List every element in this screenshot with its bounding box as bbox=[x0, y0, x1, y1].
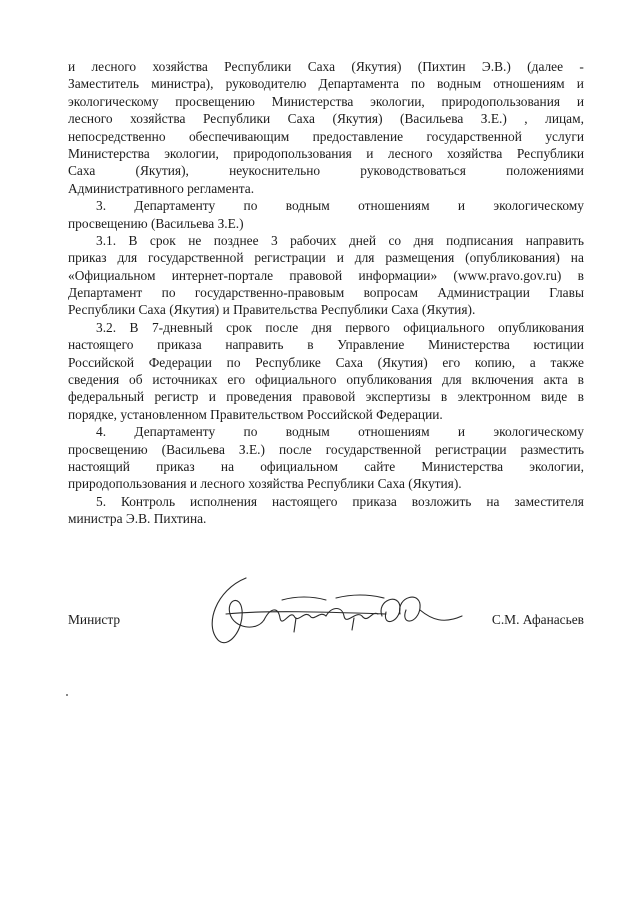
paragraph-line: природопользования и лесного хозяйства Республики Саха (Якутия). bbox=[68, 476, 462, 492]
paragraph-line: настоящий приказ на официальном сайте Министерства экологии, bbox=[68, 458, 584, 474]
paragraph-line: федеральный регистр и проведения правовой экспертизы в электронном виде в bbox=[68, 389, 584, 405]
paragraph-line: непосредственно обеспечивающим предоставление государственной услуги bbox=[68, 128, 584, 144]
paragraph-line: 5. Контроль исполнения настоящего приказа возложить на заместителя bbox=[96, 493, 584, 509]
paragraph bbox=[68, 232, 584, 319]
paragraph-line: просвещению (Васильева З.Е.) bbox=[68, 215, 244, 231]
signature-block bbox=[68, 608, 584, 638]
paragraph-line: Департамент по государственно-правовым вопросам Администрации Главы bbox=[68, 285, 584, 301]
paragraph-line: 3. Департаменту по водным отношениям и экологическому bbox=[96, 198, 584, 214]
paragraph-line: настоящего приказа направить в Управление Министерства юстиции bbox=[68, 337, 584, 353]
paragraph bbox=[68, 197, 584, 232]
paragraph bbox=[68, 319, 584, 423]
handwritten-signature-icon bbox=[186, 570, 476, 660]
paragraph-line: Российской Федерации по Республике Саха (Якутия) его копию, а также bbox=[68, 354, 584, 370]
paragraph-line: и лесного хозяйства Республики Саха (Якутия) (Пихтин Э.В.) (далее - bbox=[68, 59, 584, 74]
paragraph-line: Саха (Якутия), неукоснительно руководствоваться положениями bbox=[68, 163, 584, 179]
paragraph-line: экологическому просвещению Министерства экологии, природопользования и bbox=[68, 93, 584, 109]
paragraph-line: Административного регламента. bbox=[68, 180, 255, 196]
paragraph-line: «Официальном интернет-портале правовой информации» (www.pravo.gov.ru) в bbox=[68, 267, 584, 283]
paragraph-line: порядке, установленном Правительством Российской Федерации. bbox=[68, 406, 443, 422]
signatory-title: Министр bbox=[68, 612, 121, 627]
paragraph bbox=[68, 423, 584, 493]
scan-artifact-dot bbox=[66, 694, 68, 696]
paragraph bbox=[68, 58, 584, 197]
paragraph-line: приказ для государственной регистрации и для размещения (опубликования) на bbox=[68, 250, 584, 266]
paragraph-line: 4. Департаменту по водным отношениям и экологическому bbox=[96, 424, 584, 440]
paragraph-line: 3.1. В срок не позднее 3 рабочих дней со дня подписания направить bbox=[96, 232, 584, 248]
document-body bbox=[68, 58, 584, 528]
paragraph-line: Заместитель министра), руководителю Департамента по водным отношениям и bbox=[68, 76, 584, 92]
paragraph-line: сведения об источниках его официального опубликования для включения акта в bbox=[68, 372, 584, 388]
paragraph-line: Республики Саха (Якутия) и Правительства Республики Саха (Якутия). bbox=[68, 302, 476, 318]
paragraph-line: лесного хозяйства Республики Саха (Якутия) (Васильева З.Е.) , лицам, bbox=[68, 111, 584, 127]
paragraph bbox=[68, 493, 584, 528]
paragraph-line: министра Э.В. Пихтина. bbox=[68, 511, 207, 527]
paragraph-line: 3.2. В 7-дневный срок после дня первого официального опубликования bbox=[96, 319, 584, 335]
paragraph-line: просвещению (Васильева З.Е.) после государственной регистрации разместить bbox=[68, 441, 584, 457]
paragraph-line: Министерства экологии, природопользования и лесного хозяйства Республики bbox=[68, 145, 584, 161]
signatory-name: С.М. Афанасьев bbox=[491, 612, 584, 627]
